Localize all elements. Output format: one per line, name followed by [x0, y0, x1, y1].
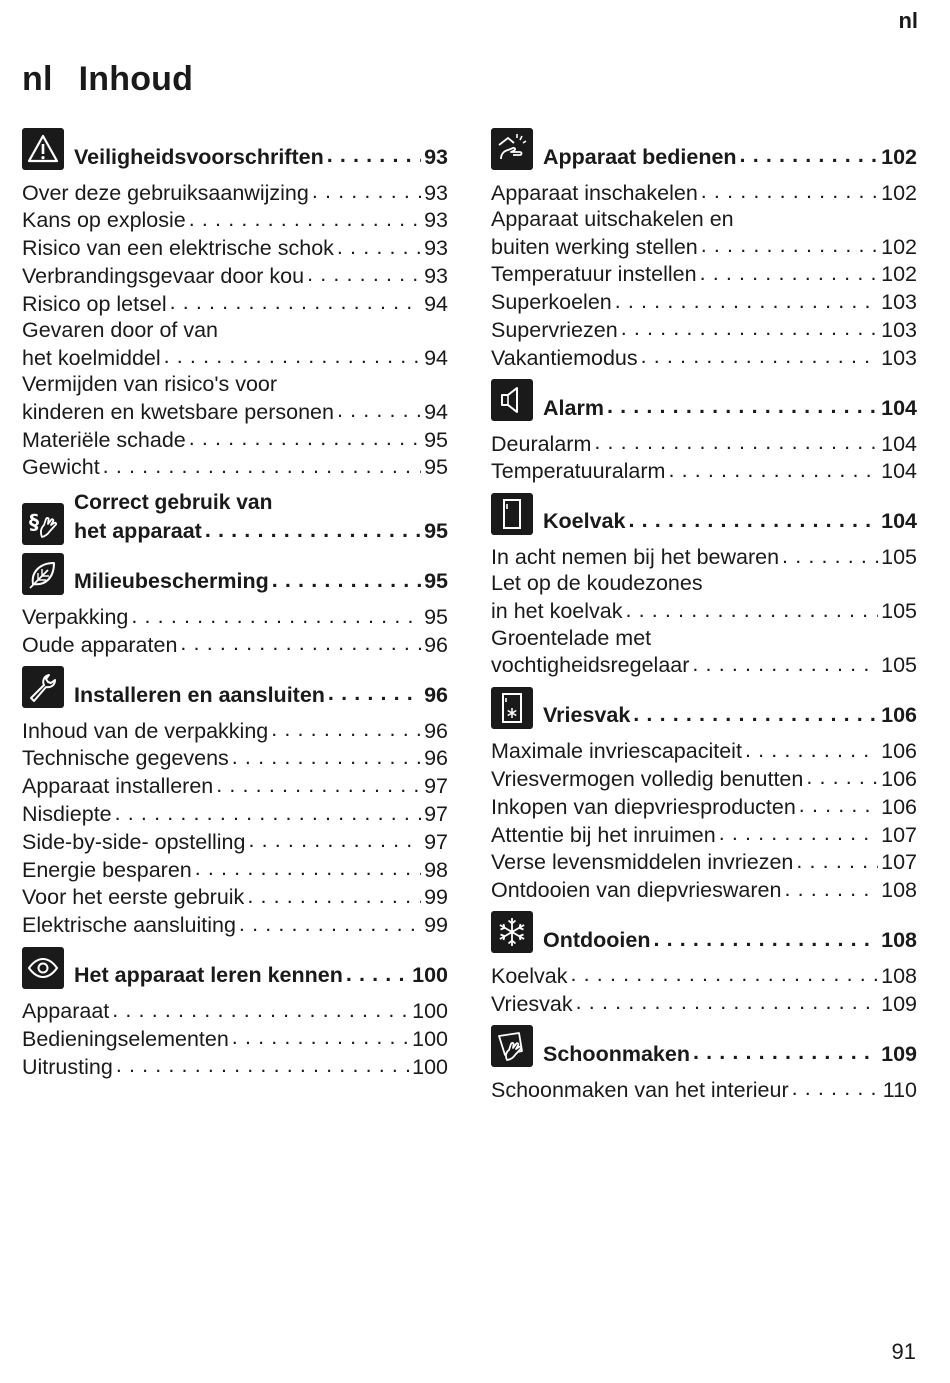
item-page: 109 — [881, 991, 917, 1016]
toc-item[interactable] — [491, 820, 917, 848]
toc-item[interactable] — [22, 883, 448, 911]
item-page: 106 — [881, 739, 917, 764]
toc-item[interactable] — [491, 961, 917, 989]
entry-page: 104 — [881, 395, 917, 420]
section-header — [491, 1025, 917, 1067]
item-page: 110 — [882, 1077, 917, 1102]
section-items — [491, 543, 917, 679]
item-page: 100 — [412, 1054, 448, 1079]
section-items — [491, 1075, 917, 1103]
item-page: 105 — [881, 545, 917, 570]
page-number: 91 — [891, 1339, 916, 1364]
item-page: 100 — [412, 1026, 448, 1051]
toc-item[interactable] — [491, 343, 917, 371]
item-label: in het koelvak — [491, 599, 623, 624]
item-label: Apparaat installeren — [22, 774, 214, 799]
entry-title: Veiligheidsvoorschriften — [74, 144, 324, 169]
item-page: 103 — [881, 345, 917, 370]
section-items — [22, 716, 448, 938]
entry-title: Alarm — [543, 395, 604, 420]
toc-item[interactable] — [22, 772, 448, 800]
page-title — [22, 60, 193, 99]
item-page: 94 — [424, 399, 448, 424]
toc-item[interactable] — [22, 827, 448, 855]
item-page: 93 — [424, 263, 448, 288]
item-label: Risico op letsel — [22, 291, 167, 316]
toc-section-alarm — [491, 379, 917, 485]
section-header — [491, 911, 917, 953]
entry-page: 106 — [881, 703, 917, 728]
item-page: 93 — [424, 208, 448, 233]
item-page: 104 — [881, 431, 917, 456]
toc-item[interactable] — [22, 206, 448, 234]
toc-section-installation — [22, 666, 448, 938]
item-page: 107 — [881, 850, 917, 875]
toc-item[interactable] — [22, 289, 448, 317]
item-page: 105 — [881, 653, 917, 678]
entry-page: 100 — [412, 963, 448, 988]
header-language-tag: nl — [898, 8, 918, 33]
item-label-line1: Gevaren door of van — [22, 317, 219, 342]
item-label: Vriesvermogen volledig benutten — [491, 766, 804, 791]
section-items — [491, 961, 917, 1017]
section-header — [22, 553, 448, 595]
item-label: Energie besparen — [22, 857, 192, 882]
toc-entry[interactable] — [74, 517, 448, 545]
item-label: Apparaat inschakelen — [491, 180, 698, 205]
item-label: Materiële schade — [22, 427, 186, 452]
entry-page: 109 — [881, 1041, 917, 1066]
toc-item[interactable] — [491, 315, 917, 343]
item-label-line1: Groentelade met — [491, 625, 652, 650]
title-text: Inhoud — [78, 60, 194, 98]
item-label: Schoonmaken van het interieur — [491, 1077, 789, 1102]
item-label: Temperatuuralarm — [491, 459, 666, 484]
toc-item[interactable] — [491, 288, 917, 316]
item-label: Oude apparaten — [22, 632, 178, 657]
item-label: Verbrandingsgevaar door kou — [22, 263, 305, 288]
speaker-icon — [491, 379, 533, 421]
entry-title: Het apparaat leren kennen — [74, 963, 343, 988]
item-label: Vakantiemodus — [491, 345, 638, 370]
svg-text:§: § — [29, 509, 39, 534]
toc-item[interactable] — [491, 543, 917, 571]
toc-item[interactable] — [22, 855, 448, 883]
toc-item[interactable] — [22, 453, 448, 481]
item-label: Nisdiepte — [22, 802, 112, 827]
item-page: 108 — [881, 878, 917, 903]
toc-section-fridge — [491, 493, 917, 679]
item-page: 95 — [424, 605, 448, 630]
item-label-line1: Let op de koudezones — [491, 571, 703, 596]
item-page: 94 — [424, 291, 448, 316]
item-page: 107 — [881, 822, 917, 847]
section-items — [491, 178, 917, 371]
item-label: Verpakking — [22, 605, 129, 630]
entry-page: 104 — [881, 509, 917, 534]
toc-item[interactable] — [22, 744, 448, 772]
item-page: 96 — [424, 718, 448, 743]
section-header — [22, 666, 448, 708]
item-label: Kans op explosie — [22, 208, 186, 233]
toc-entry[interactable] — [543, 926, 917, 954]
toc-item[interactable] — [491, 457, 917, 485]
toc-item-multiline[interactable] — [491, 206, 917, 260]
item-label: Uitrusting — [22, 1054, 113, 1079]
toc-item[interactable] — [22, 425, 448, 453]
section-header — [491, 379, 917, 421]
toc-section-operation — [491, 128, 917, 371]
item-page: 102 — [881, 234, 917, 259]
toc-item[interactable] — [22, 800, 448, 828]
warning-triangle-icon — [22, 128, 64, 170]
item-label: Verse levensmiddelen invriezen — [491, 850, 794, 875]
item-page: 93 — [424, 236, 448, 261]
toc-entry[interactable] — [74, 961, 448, 989]
toc-entry[interactable] — [74, 680, 448, 708]
toc-item[interactable] — [491, 429, 917, 457]
item-label: vochtigheidsregelaar — [491, 653, 690, 678]
item-label: Gewicht — [22, 455, 100, 480]
item-label: Vriesvak — [491, 991, 573, 1016]
toc-left-column — [22, 128, 448, 1088]
toc-item[interactable] — [22, 630, 448, 658]
paragraph-hand-icon — [22, 503, 64, 545]
toc-item[interactable] — [22, 911, 448, 939]
item-page: 108 — [881, 963, 917, 988]
hand-pressing-button-icon — [491, 128, 533, 170]
toc-item[interactable] — [22, 997, 448, 1025]
item-page: 102 — [881, 262, 917, 287]
toc-item-multiline[interactable] — [22, 317, 448, 371]
toc-item[interactable] — [491, 764, 917, 792]
toc-entry[interactable] — [543, 507, 917, 535]
toc-section-intended-use — [22, 489, 448, 545]
entry-title-line1: Correct gebruik van — [74, 490, 273, 514]
toc-item[interactable] — [491, 876, 917, 904]
section-header — [491, 493, 917, 535]
item-page: 103 — [881, 317, 917, 342]
section-items — [22, 997, 448, 1080]
entry-page: 96 — [424, 682, 448, 707]
title-language: nl — [22, 60, 53, 98]
cleaning-hand-icon — [491, 1025, 533, 1067]
item-label-line1: Vermijden van risico's voor — [22, 372, 278, 397]
toc-item-multiline[interactable] — [491, 625, 917, 679]
toc-entry[interactable] — [74, 142, 448, 170]
fridge-icon — [491, 493, 533, 535]
section-header — [491, 687, 917, 729]
item-label-line1: Apparaat uitschakelen en — [491, 206, 734, 231]
toc-item[interactable] — [22, 1024, 448, 1052]
section-items — [491, 429, 917, 485]
toc-item[interactable] — [22, 178, 448, 206]
item-page: 94 — [424, 345, 448, 370]
item-page: 93 — [424, 180, 448, 205]
section-items — [491, 737, 917, 904]
freezer-icon — [491, 687, 533, 729]
section-items — [22, 178, 448, 481]
item-label: Voor het eerste gebruik — [22, 885, 245, 910]
item-page: 106 — [881, 794, 917, 819]
toc-entry[interactable] — [543, 142, 917, 170]
item-page: 99 — [424, 913, 448, 938]
toc-section-freezer — [491, 687, 917, 904]
item-label: Supervriezen — [491, 317, 618, 342]
section-header — [491, 128, 917, 170]
toc-section-safety — [22, 128, 448, 481]
item-page: 97 — [424, 829, 448, 854]
toc-section-environment — [22, 553, 448, 659]
item-label: Side-by-side- opstelling — [22, 829, 246, 854]
toc-item[interactable] — [22, 234, 448, 262]
item-page: 95 — [424, 427, 448, 452]
wrench-icon — [22, 666, 64, 708]
item-page: 96 — [424, 632, 448, 657]
item-label: Maximale invriescapaciteit — [491, 739, 742, 764]
toc-item[interactable] — [491, 792, 917, 820]
toc-section-getting-to-know — [22, 947, 448, 1080]
section-header — [22, 489, 448, 545]
item-page: 103 — [881, 290, 917, 315]
item-page: 98 — [424, 857, 448, 882]
item-label: Apparaat — [22, 999, 110, 1024]
item-label: Superkoelen — [491, 290, 612, 315]
section-header — [22, 947, 448, 989]
entry-page: 93 — [424, 144, 448, 169]
item-label: Risico van een elektrische schok — [22, 236, 334, 261]
item-label: het koelmiddel — [22, 345, 161, 370]
item-page: 95 — [424, 455, 448, 480]
item-label: Technische gegevens — [22, 746, 229, 771]
item-page: 105 — [881, 599, 917, 624]
item-page: 106 — [881, 766, 917, 791]
toc-item[interactable] — [491, 848, 917, 876]
toc-entry[interactable] — [543, 393, 917, 421]
toc-entry[interactable] — [543, 701, 917, 729]
entry-title: Ontdooien — [543, 928, 651, 953]
item-page: 102 — [881, 180, 917, 205]
item-label: Over deze gebruiksaanwijzing — [22, 180, 309, 205]
toc-item[interactable] — [491, 178, 917, 206]
entry-title: Milieubescherming — [74, 569, 269, 594]
leaf-icon — [22, 553, 64, 595]
item-label: Koelvak — [491, 963, 568, 988]
item-label: Temperatuur instellen — [491, 262, 697, 287]
item-label: Inhoud van de verpakking — [22, 718, 269, 743]
entry-title: het apparaat — [74, 519, 202, 544]
toc-right-column — [491, 128, 917, 1111]
item-page: 99 — [424, 885, 448, 910]
toc-item-multiline[interactable] — [22, 371, 448, 425]
item-label: Elektrische aansluiting — [22, 913, 236, 938]
section-items — [22, 603, 448, 659]
item-label: Ontdooien van diepvrieswaren — [491, 878, 782, 903]
entry-title: Koelvak — [543, 509, 626, 534]
eye-icon — [22, 947, 64, 989]
item-page: 97 — [424, 802, 448, 827]
toc-section-defrosting — [491, 911, 917, 1017]
entry-title: Installeren en aansluiten — [74, 682, 325, 707]
entry-title: Vriesvak — [543, 703, 631, 728]
toc-entry[interactable] — [543, 1039, 917, 1067]
toc-item[interactable] — [491, 989, 917, 1017]
item-label: Bedieningselementen — [22, 1026, 229, 1051]
item-label: buiten werking stellen — [491, 234, 698, 259]
toc-item[interactable] — [22, 716, 448, 744]
item-label: kinderen en kwetsbare personen — [22, 399, 334, 424]
item-page: 104 — [881, 459, 917, 484]
entry-title: Apparaat bedienen — [543, 144, 737, 169]
toc-item[interactable] — [491, 737, 917, 765]
entry-page: 95 — [424, 569, 448, 594]
toc-section-cleaning — [491, 1025, 917, 1103]
item-page: 96 — [424, 746, 448, 771]
item-label: Inkopen van diepvriesproducten — [491, 794, 796, 819]
toc-item[interactable] — [22, 1052, 448, 1080]
entry-page: 95 — [424, 519, 448, 544]
toc-item[interactable] — [491, 1075, 917, 1103]
item-label: In acht nemen bij het bewaren — [491, 545, 780, 570]
item-page: 100 — [412, 999, 448, 1024]
toc-item-multiline[interactable] — [491, 570, 917, 624]
item-label: Attentie bij het inruimen — [491, 822, 716, 847]
toc-entry[interactable] — [74, 567, 448, 595]
entry-page: 108 — [881, 928, 917, 953]
toc-item[interactable] — [491, 260, 917, 288]
item-page: 97 — [424, 774, 448, 799]
entry-title: Schoonmaken — [543, 1041, 690, 1066]
item-label: Deuralarm — [491, 431, 592, 456]
toc-item[interactable] — [22, 603, 448, 631]
toc-item[interactable] — [22, 261, 448, 289]
section-header — [22, 128, 448, 170]
snowflake-icon — [491, 911, 533, 953]
entry-page: 102 — [881, 144, 917, 169]
